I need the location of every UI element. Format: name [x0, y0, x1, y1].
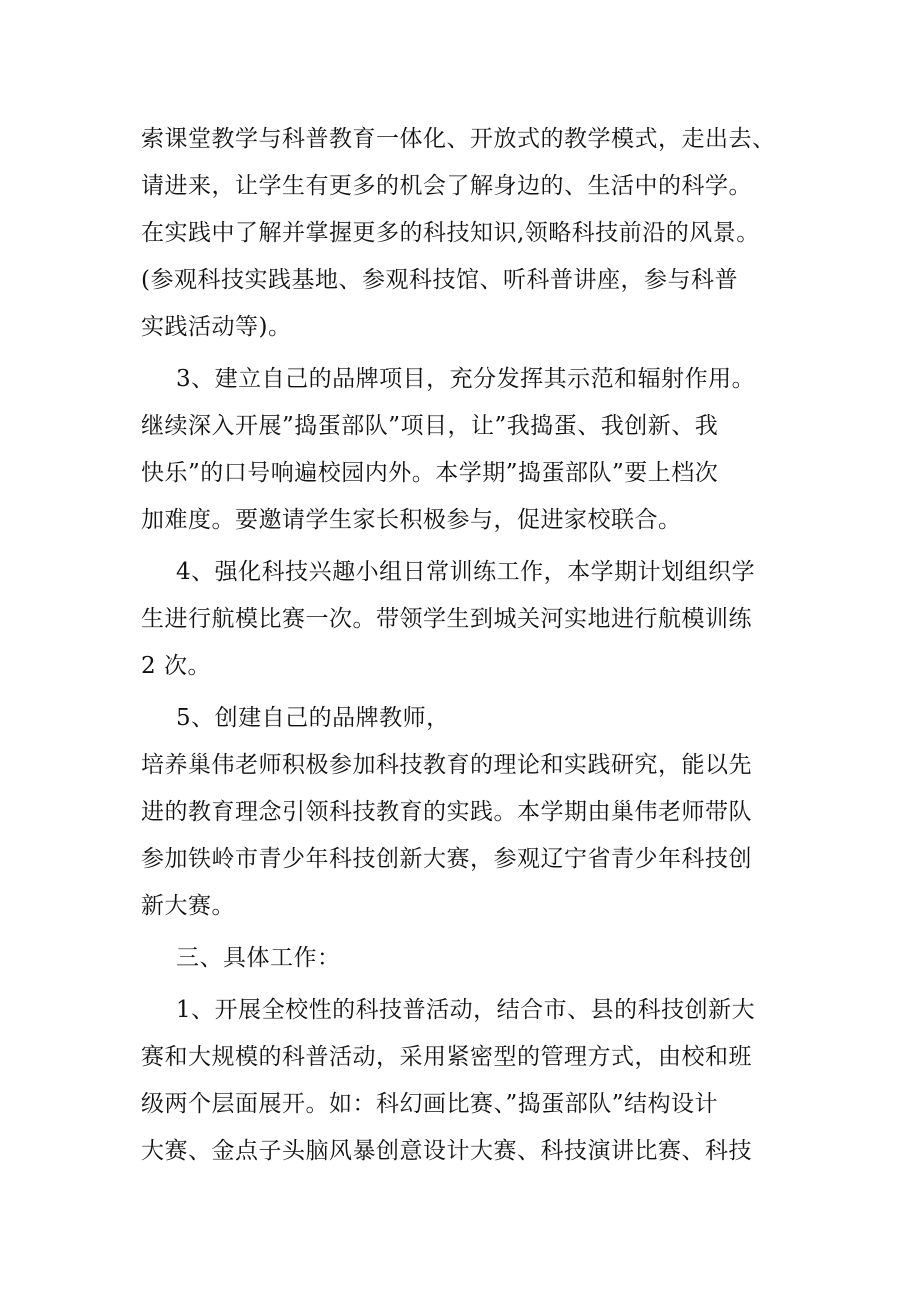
text-line-7: 继续深入开展”捣蛋部队”项目，让”我捣蛋、我创新、我 [141, 413, 719, 439]
text-line-8: 快乐”的口号响遍校园内外。本学期”捣蛋部队”要上档次 [141, 460, 719, 486]
text-line-21: 级两个层面展开。如：科幻画比赛、”捣蛋部队”结构设计 [141, 1091, 719, 1117]
text-line-6: 3、建立自己的品牌项目，充分发挥其示范和辐射作用。 [176, 366, 756, 392]
text-line-10: 4、强化科技兴趣小组日常训练工作，本学期计划组织学 [176, 559, 756, 585]
section-heading: 三、具体工作： [176, 945, 341, 971]
text-line-19: 1、开展全校性的科技普活动，结合市、县的科技创新大 [176, 997, 756, 1023]
text-line-20: 赛和大规模的科普活动，采用紧密型的管理方式，由校和班 [141, 1044, 752, 1070]
text-line-16: 参加铁岭市青少年科技创新大赛，参观辽宁省青少年科技创 [141, 846, 752, 872]
text-line-22: 大赛、金点子头脑风暴创意设计大赛、科技演讲比赛、科技 [141, 1138, 752, 1164]
text-line-14: 培养巢伟老师积极参加科技教育的理论和实践研究，能以先 [141, 752, 752, 778]
text-line-9: 加难度。要邀请学生家长积极参与，促进家校联合。 [141, 507, 682, 533]
text-line-17: 新大赛。 [141, 893, 235, 919]
text-line-15: 进的教育理念引领科技教育的实践。本学期由巢伟老师带队 [141, 799, 752, 825]
text-line-11: 生进行航模比赛一次。带领学生到城关河实地进行航模训练 [141, 606, 752, 632]
text-line-12: 2 次。 [141, 653, 211, 679]
text-line-13: 5、创建自己的品牌教师， [176, 705, 450, 731]
text-line-3: 在实践中了解并掌握更多的科技知识,领略科技前沿的风景。 [141, 220, 760, 246]
text-line-5: 实践活动等)。 [141, 314, 292, 340]
text-line-2: 请进来，让学生有更多的机会了解身边的、生活中的科学。 [141, 173, 752, 199]
text-line-1: 索课堂教学与科普教育一体化、开放式的教学模式，走出去、 [141, 126, 776, 152]
text-line-4: (参观科技实践基地、参观科技馆、听科普讲座，参与科普 [141, 267, 738, 293]
